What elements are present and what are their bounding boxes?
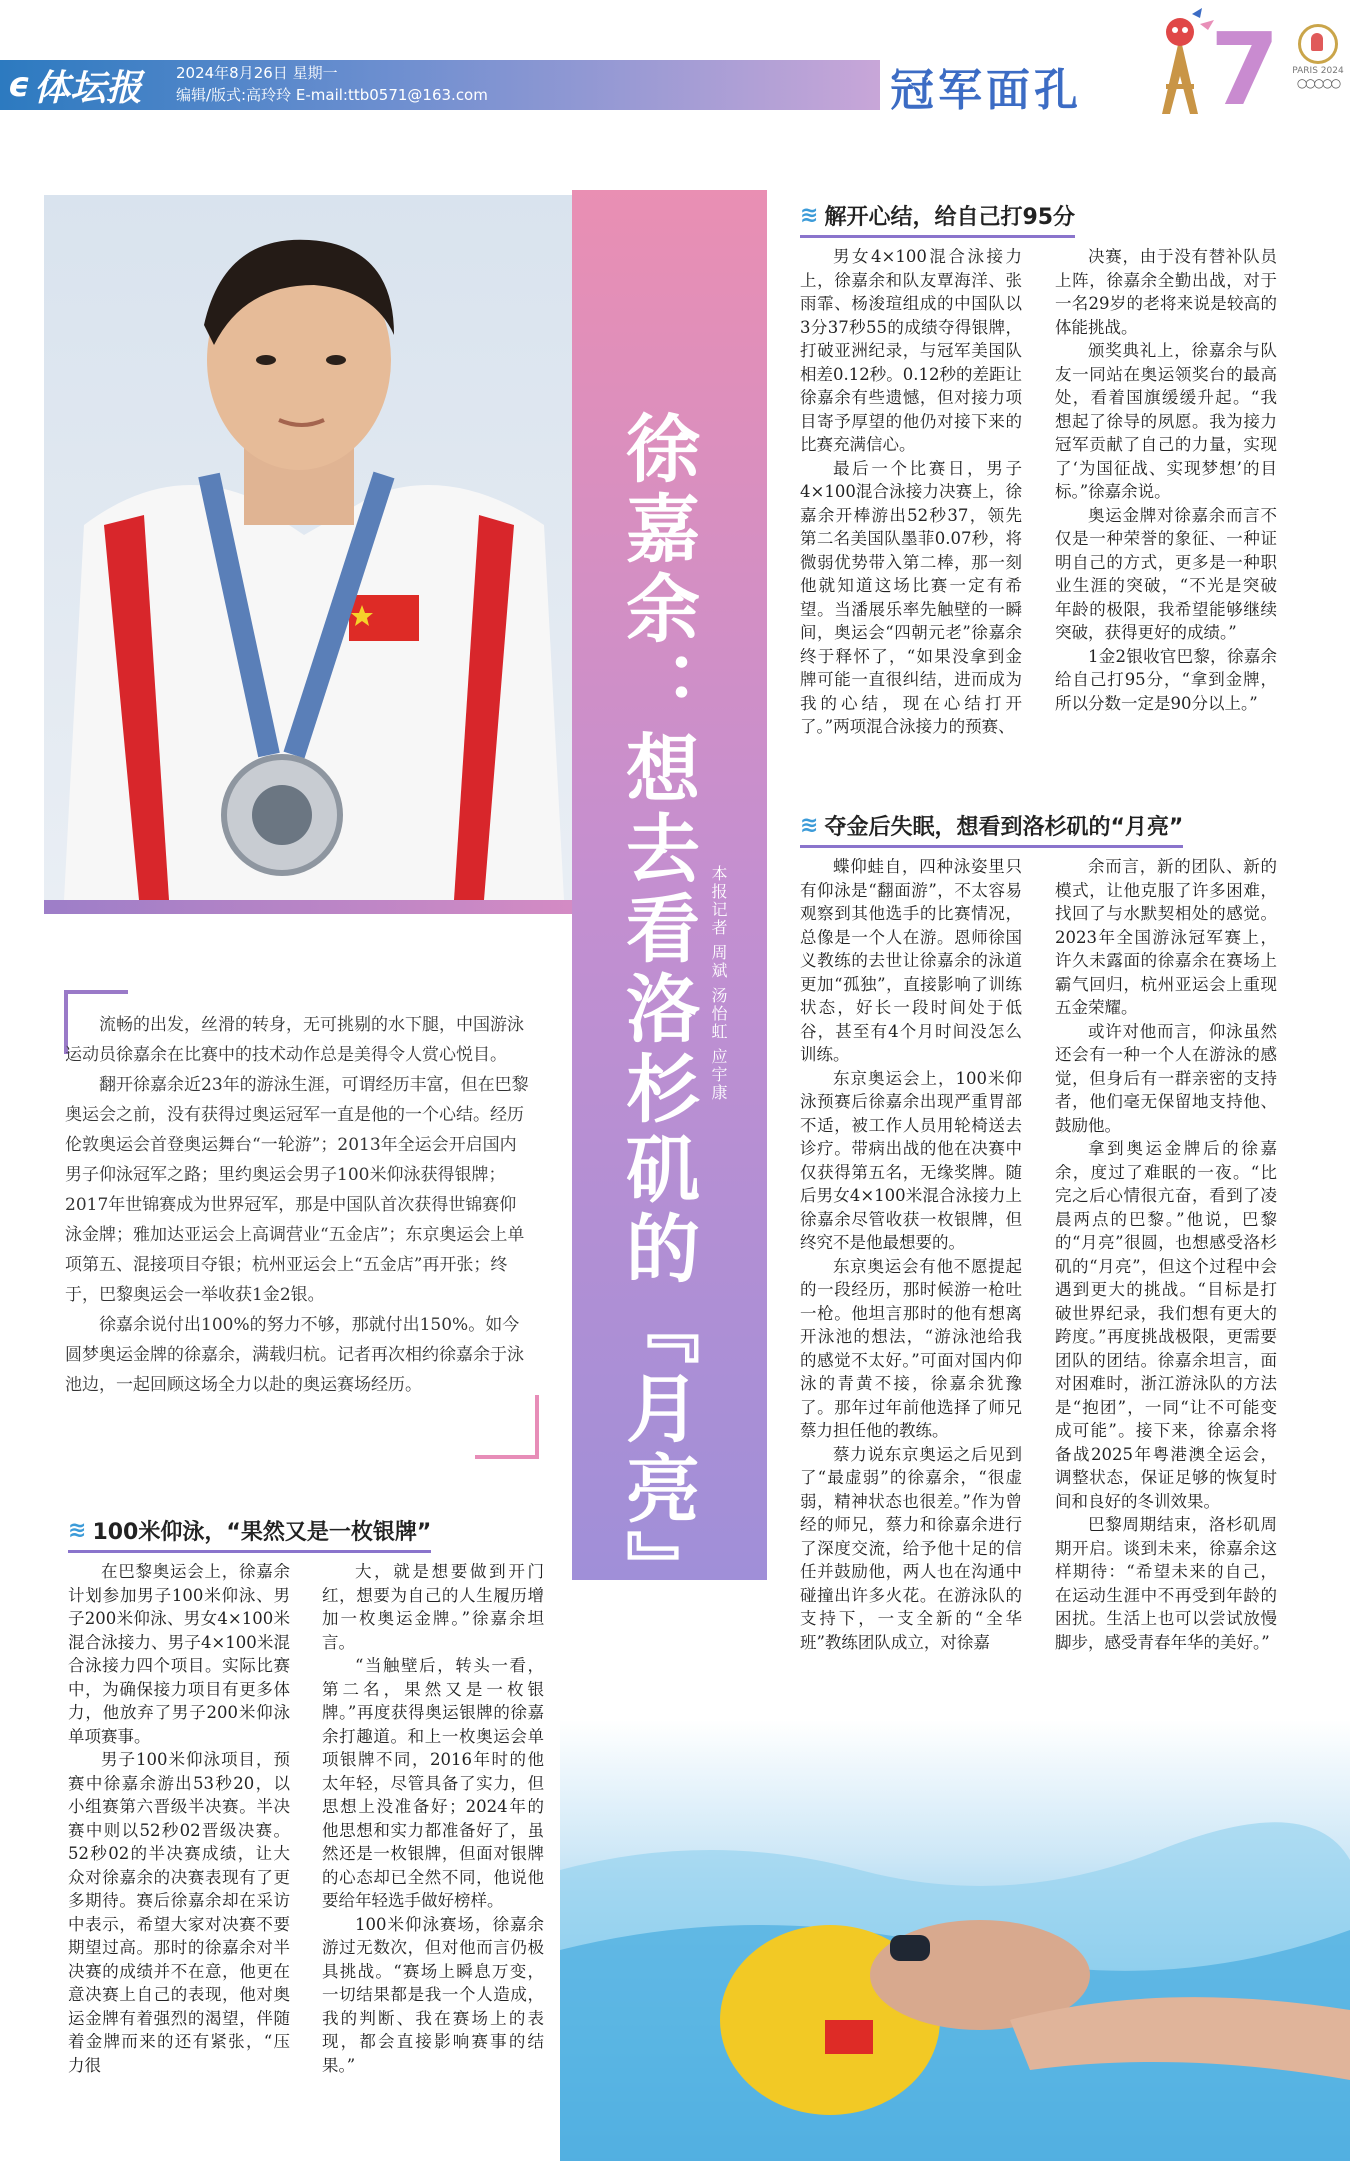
intro-paragraph: 徐嘉余说付出100%的努力不够，那就付出150%。如今圆梦奥运金牌的徐嘉余，满载归杭。记者再次相约徐嘉余于泳池边，一起回顾这场全力以赴的奥运赛场经历。 [65,1315,524,1395]
section2-column-a [800,245,1022,739]
body-paragraph: 1金2银收官巴黎，徐嘉余给自己打95分，“拿到金牌，所以分数一定是90分以上。” [1055,646,1277,713]
swimmer-illustration [560,1720,1350,2161]
body-paragraph: 东京奥运会有他不愿提起的一段经历，那时候游一枪吐一枪。他坦言那时的他有想离开泳池的想法，“游泳池给我的感觉不太好。”可面对国内仰泳的青黄不接，徐嘉余犹豫了。那年过年前他选择了师兄蔡力担任他的教练。 [800,1256,1022,1440]
body-paragraph: 决赛，由于没有替补队员上阵，徐嘉余全勤出战，对于一名29岁的老将来说是较高的体能挑战。 [1055,247,1277,337]
section-title: 冠军面孔 [890,65,1082,116]
section1-column-b [322,1560,544,2077]
page-number: 7 [1210,11,1280,128]
body-paragraph: 余而言，新的团队、新的模式，让他克服了许多困难，找回了与水默契相处的感觉。2023年全国游泳冠军赛上，许久未露面的徐嘉余在赛场上霸气回归，杭州亚运会上重现五金荣耀。 [1055,857,1277,1017]
body-paragraph: “当触壁后，转头一看，第二名，果然又是一枚银牌。”再度获得奥运银牌的徐嘉余打趣道。和上一枚奥运会单项银牌不同，2016年时的他太年轻，尽管具备了实力，但思想上没准备好；2024年的他思想和实力都准备好了，虽然还是一枚银牌，但面对银牌的心态却已全然不同，他说他要给年轻选手做好榜样。 [322,1656,544,1910]
section1-column-a [68,1560,290,2077]
body-paragraph: 奥运金牌对徐嘉余而言不仅是一种荣誉的象征、一种证明自己的方式，更多是一种职业生涯的突破，“不光是突破年龄的极限，我希望能够继续突破，获得更好的成绩。” [1055,505,1277,642]
section-heading-los-angeles-moon [800,810,1183,848]
olympic-text: PARIS 2024 [1292,66,1344,76]
wave-icon: ≋ [68,1518,87,1543]
byline [708,865,728,1102]
masthead [0,0,1350,130]
body-paragraph: 男女4×100混合泳接力上，徐嘉余和队友覃海洋、张雨霏、杨浚瑄组成的中国队以3分37秒55的成绩夺得银牌，打破亚洲纪录，与冠军美国队相差0.12秒。0.12秒的差距让徐嘉余有些遗憾，但对接力项目寄予厚望的他仍对接下来的比赛充满信心。 [800,247,1022,454]
olympic-rings-icon: ○○○○○ [1296,76,1340,90]
section3-column-a [800,855,1022,1654]
photo-accent-bar [44,900,576,914]
section2-column-b [1055,245,1277,715]
body-paragraph: 在巴黎奥运会上，徐嘉余计划参加男子100米仰泳、男子200米仰泳、男女4×100米混合泳接力、男子4×100米混合泳接力四个项目。实际比赛中，为确保接力项目有更多体力，他放弃了男子200米仰泳单项赛事。 [68,1562,290,1746]
body-paragraph: 大，就是想要做到开门红，想要为自己的人生履历增加一枚奥运金牌。”徐嘉余坦言。 [322,1562,544,1652]
paris-2024-logo [1288,24,1348,90]
body-paragraph: 蝶仰蛙自，四种泳姿里只有仰泳是“翻面游”，不太容易观察到其他选手的比赛情况，总像是一个人在游。恩师徐国义教练的去世让徐嘉余的泳道更加“孤独”，直接影响了训练状态，好长一段时间处于低谷，甚至有4个月时间没怎么训练。 [800,857,1022,1064]
body-paragraph: 东京奥运会上，100米仰泳预赛后徐嘉余出现严重胃部不适，被工作人员用轮椅送去诊疗。带病出战的他在决赛中仅获得第五名，无缘奖牌。随后男女4×100米混合泳接力上徐嘉余尽管收获一枚银牌，但终究不是他最想要的。 [800,1068,1022,1252]
section-heading-text: 夺金后失眠，想看到洛杉矶的“月亮” [824,815,1184,840]
portrait-illustration [44,195,576,900]
byline-reporters-2: 汤怡虹 应宇康 [709,987,728,1103]
intro-paragraph: 流畅的出发，丝滑的转身，无可挑剔的水下腿，中国游泳运动员徐嘉余在比赛中的技术动作总是美得令人赏心悦目。 [65,1015,524,1065]
section-heading-text: 100米仰泳，“果然又是一枚银牌” [92,1520,432,1545]
eiffel-mascot-icon [1140,6,1220,116]
article-title: 徐嘉余：想去看洛杉矶的『月亮』 [614,410,700,1610]
section3-column-b [1055,855,1277,1654]
body-paragraph: 拿到奥运金牌后的徐嘉余，度过了难眠的一夜。“比完之后心情很亢奋，看到了凌晨两点的巴黎。”他说，巴黎的“月亮”很圆，也想感受洛杉矶的“月亮”，但这个过程中会遇到更大的挑战。“目标是打破世界纪录，我们想有更大的跨度。”再度挑战极限，更需要团队的团结。徐嘉余坦言，面对困难时，浙江游泳队的方法是“抱团”，一同“让不可能变成可能”。接下来，徐嘉余将备战2025年粤港澳全运会，调整状态，保证足够的恢复时间和良好的冬训效果。 [1055,1139,1277,1511]
body-paragraph: 颁奖典礼上，徐嘉余与队友一同站在奥运领奖台的最高处，看着国旗缓缓升起。“我想起了徐导的夙愿。我为接力冠军贡献了自己的力量，实现了‘为国征战、实现梦想’的目标。”徐嘉余说。 [1055,341,1277,501]
paris-emblem-icon [1298,24,1338,64]
body-paragraph: 男子100米仰泳项目，预赛中徐嘉余游出53秒20，以小组赛第六晋级半决赛。半决赛中则以52秒02晋级决赛。52秒02的半决赛成绩，让大众对徐嘉余的决赛表现有了更多期待。赛后徐嘉余却在采访中表示，希望大家对决赛不要期望过高。那时的徐嘉余对半决赛的成绩并不在意，他更在意决赛上自己的表现，他对奥运金牌有着强烈的渴望，伴随着金牌而来的还有紧张，“压力很 [68,1750,290,2075]
paper-logo [8,62,142,108]
section-heading-text: 解开心结，给自己打95分 [824,205,1076,230]
swimming-action-photo [560,1720,1350,2161]
section-heading-100m-backstroke [68,1515,431,1553]
intro-paragraph: 翻开徐嘉余近23年的游泳生涯，可谓经历丰富，但在巴黎奥运会之前，没有获得过奥运冠军一直是他的一个心结。经历伦敦奥运会首登奥运舞台“一轮游”；2013年全运会开启国内男子仰泳冠军之路；里约奥运会男子100米仰泳获得银牌；2017年世锦赛成为世界冠军，那是中国队首次获得世锦赛仰泳金牌；雅加达亚运会上高调营业“五金店”；东京奥运会上单项第五、混接项目夺银；杭州亚运会上“五金店”再开张；终于，巴黎奥运会一举收获1金2银。 [65,1075,529,1305]
body-paragraph: 最后一个比赛日，男子4×100混合泳接力决赛上，徐嘉余开棒游出52秒37，领先第二名美国队墨菲0.07秒，将微弱优势带入第二棒，那一刻他就知道这场比赛一定有希望。当潘展乐率先触壁的一瞬间，奥运会“四朝元老”徐嘉余终于释怀了，“如果没拿到金牌可能一直很纠结，进而成为我的心结，现在心结打开了。”两项混合泳接力的预赛、 [800,458,1022,736]
body-paragraph: 或许对他而言，仰泳虽然还会有一种一个人在游泳的感觉，但身后有一群亲密的支持者，他们毫无保留地支持他、鼓励他。 [1055,1021,1277,1135]
intro-corner-bottom-right [475,1395,539,1459]
issue-date: 2024年8月26日 星期一 [176,64,338,82]
byline-reporter: 本报记者 周斌 [709,865,728,981]
logo-swoosh-icon: ϵ [8,65,30,105]
editor-line: 编辑/版式:高玲玲 E-mail:ttb0571@163.com [176,86,488,104]
section-heading-95-points [800,200,1075,238]
body-paragraph: 蔡力说东京奥运之后见到了“最虚弱”的徐嘉余，“很虚弱，精神状态也很差。”作为曾经的师兄，蔡力和徐嘉余进行了深度交流，给予他十足的信任并鼓励他，两人也在沟通中碰撞出许多火花。在游泳队的支持下，一支全新的“全华班”教练团队成立，对徐嘉 [800,1444,1022,1652]
wave-icon: ≋ [800,813,819,838]
intro-block [65,1010,530,1400]
paper-name: 体坛报 [33,67,142,109]
athlete-portrait-photo [44,195,576,900]
issue-meta [176,62,488,106]
wave-icon: ≋ [800,203,819,228]
body-paragraph: 巴黎周期结束，洛杉矶周期开启。谈到未来，徐嘉余这样期待：“希望未来的自己，在运动生涯中不再受到年龄的困扰。生活上也可以尝试放慢脚步，感受青春年华的美好。” [1055,1515,1277,1652]
body-paragraph: 100米仰泳赛场，徐嘉余游过无数次，但对他而言仍极具挑战。“赛场上瞬息万变，一切结果都是我一个人造成，我的判断、我在赛场上的表现，都会直接影响赛事的结果。” [322,1914,544,2075]
